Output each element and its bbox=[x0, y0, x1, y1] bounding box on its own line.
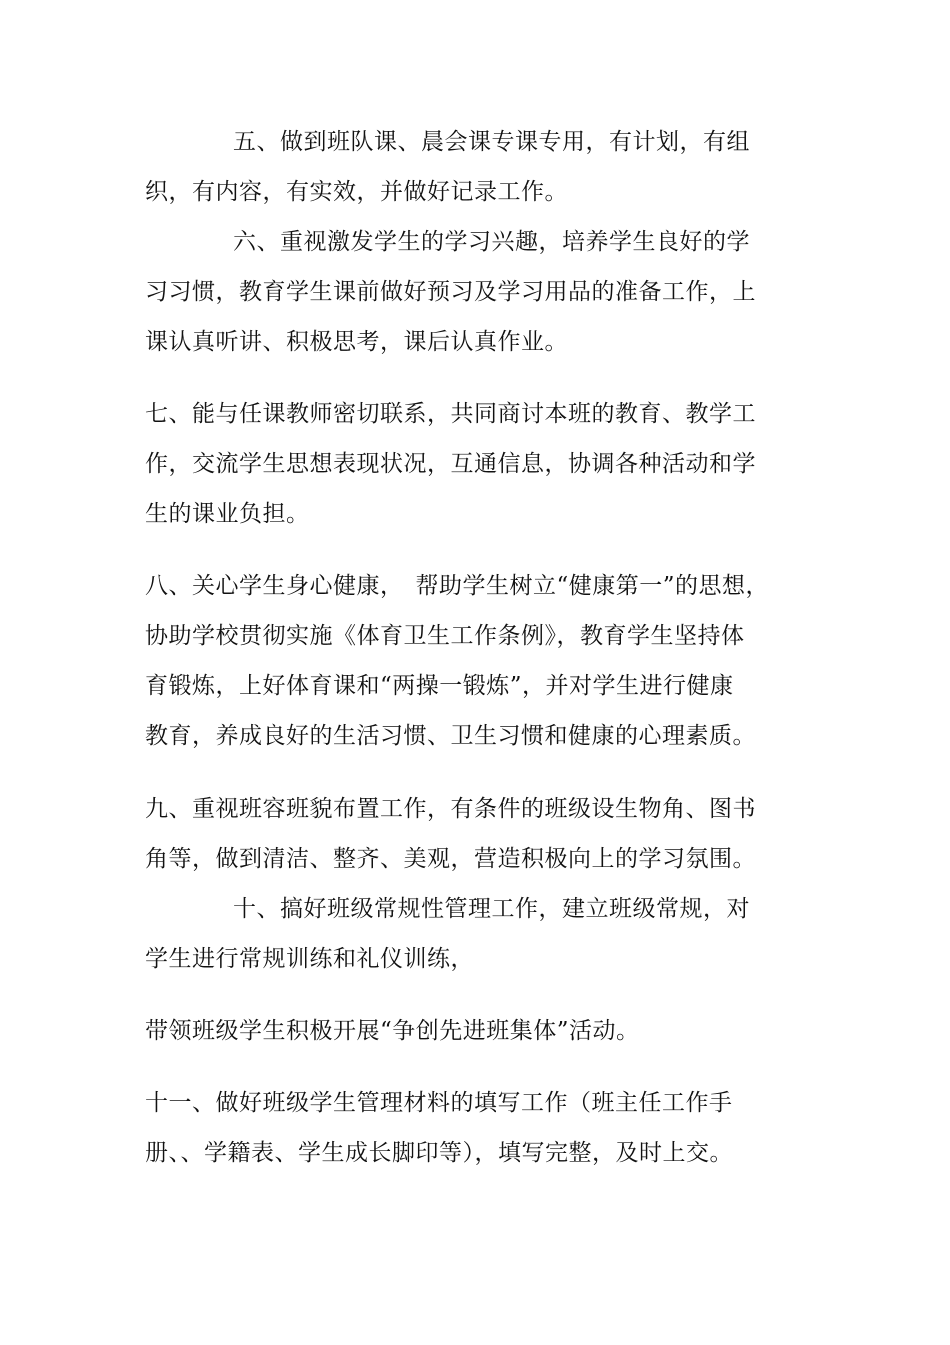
paragraph-10-line-2: 学生进行常规训练和礼仪训练， bbox=[145, 946, 474, 972]
paragraph-10-line-1: 十、搞好班级常规性管理工作，建立班级常规，对 bbox=[233, 896, 750, 922]
paragraph-9-line-1: 九、重视班容班貌布置工作，有条件的班级设生物角、图书 bbox=[145, 796, 756, 822]
paragraph-9-line-2: 角等，做到清洁、整齐、美观，营造积极向上的学习氛围。 bbox=[145, 846, 756, 872]
paragraph-8-line-2: 协助学校贯彻实施《体育卫生工作条例》，教育学生坚持体 bbox=[145, 623, 745, 649]
paragraph-6-line-1: 六、重视激发学生的学习兴趣，培养学生良好的学 bbox=[233, 229, 750, 255]
paragraph-8-line-1: 八、关心学生身心健康， 帮助学生树立“健康第一”的思想， bbox=[145, 573, 770, 599]
paragraph-11-line-2: 册、、学籍表、学生成长脚印等），填写完整，及时上交。 bbox=[145, 1140, 733, 1166]
paragraph-10-line-3: 带领班级学生积极开展“争创先进班集体”活动。 bbox=[145, 1018, 640, 1044]
paragraph-7-line-2: 作，交流学生思想表现状况，互通信息，协调各种活动和学 bbox=[145, 451, 756, 477]
paragraph-7-line-3: 生的课业负担。 bbox=[145, 501, 310, 527]
paragraph-6-line-2: 习习惯，教育学生课前做好预习及学习用品的准备工作，上 bbox=[145, 279, 756, 305]
paragraph-7-line-1: 七、能与任课教师密切联系，共同商讨本班的教育、教学工 bbox=[145, 401, 756, 427]
paragraph-6-line-3: 课认真听讲、积极思考，课后认真作业。 bbox=[145, 329, 568, 355]
paragraph-5-line-1: 五、做到班队课、晨会课专课专用，有计划，有组 bbox=[233, 129, 750, 155]
paragraph-11-line-1: 十一、做好班级学生管理材料的填写工作（班主任工作手 bbox=[145, 1090, 733, 1116]
paragraph-8-line-3: 育锻炼，上好体育课和“两操一锻炼”，并对学生进行健康 bbox=[145, 673, 734, 699]
paragraph-8-line-4: 教育，养成良好的生活习惯、卫生习惯和健康的心理素质。 bbox=[145, 723, 756, 749]
paragraph-5-line-2: 织，有内容，有实效，并做好记录工作。 bbox=[145, 179, 568, 205]
